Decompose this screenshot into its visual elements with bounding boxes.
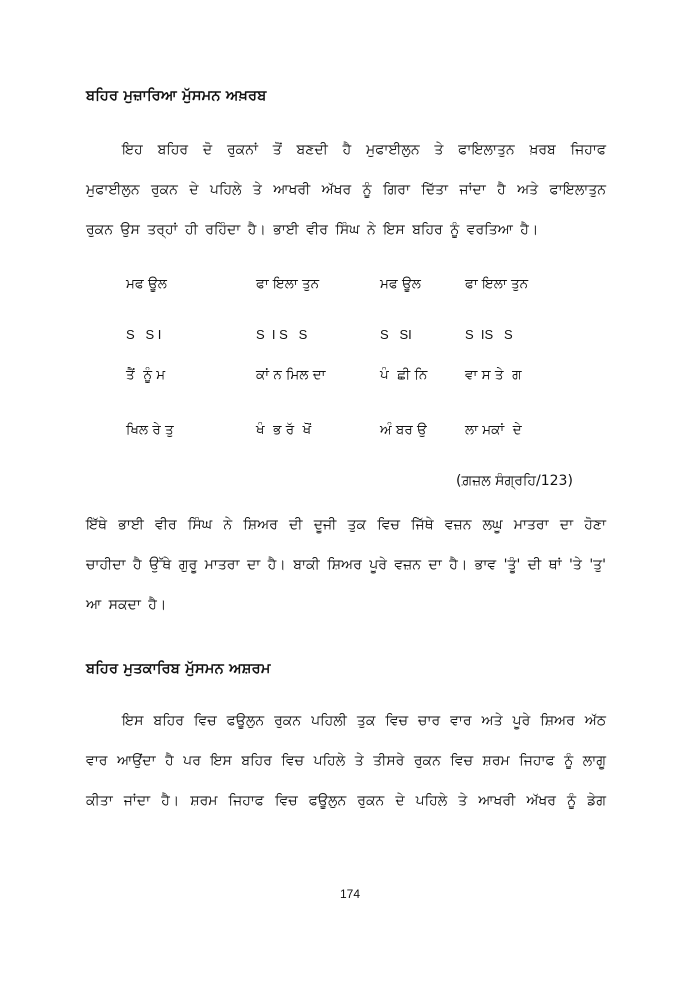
meter-pattern: S IS S (465, 327, 513, 342)
paragraph-line: ਵਾਰ ਆਉਂਦਾ ਹੈ ਪਰ ਇਸ ਬਹਿਰ ਵਿਚ ਪਹਿਲੇ ਤੇ ਤੀਸਰੇ ਰੁਕਨ ਵਿਚ ਸ਼ਰਮ ਜਿਹਾਫ ਨੂੰ ਲਾਗੂ (86, 753, 606, 769)
foot: ਫਾ ਇਲਾ ਤੁਨ (256, 276, 320, 292)
verse-syllables: ਲਾ ਮਕਾਂ ਦੇ (465, 422, 522, 438)
meter-pattern: S SI (380, 327, 412, 342)
note-line: ਆ ਸਕਦਾ ਹੈ। (86, 597, 167, 613)
note-line: ਇੱਥੇ ਭਾਈ ਵੀਰ ਸਿੰਘ ਨੇ ਸ਼ਿਅਰ ਦੀ ਦੂਜੀ ਤੁਕ ਵਿਚ ਜਿੱਥੇ ਵਜ਼ਨ ਲਘੂ ਮਾਤਰਾ ਦਾ ਹੋਣਾ (86, 517, 606, 533)
section-heading-muzaria: ਬਹਿਰ ਮੁਜ਼ਾਰਿਆ ਮੁੱਸਮਨ ਅਖ਼ਰਬ (86, 88, 267, 104)
verse-syllables: ਪੰ ਛੀ ਨਿ (380, 367, 428, 383)
verse-syllables: ਖੰ ਭ ਰੱ ਖੋਂ (256, 422, 312, 438)
paragraph-line: ਮੁਫਾਈਲੁਨ ਰੁਕਨ ਦੇ ਪਹਿਲੇ ਤੇ ਆਖਰੀ ਅੱਖਰ ਨੂੰ ਗਿਰਾ ਦਿੱਤਾ ਜਾਂਦਾ ਹੈ ਅਤੇ ਫਾਇਲਾਤੁਨ (86, 182, 606, 198)
section-heading-mutakarib: ਬਹਿਰ ਮੁਤਕਾਰਿਬ ਮੁੱਸਮਨ ਅਸ਼ਰਮ (86, 661, 271, 677)
scansion-verse-row-2 (0, 422, 700, 442)
verse-syllables: ਤੈਂ ਨੂੰ ਮ (126, 367, 166, 383)
paragraph-line: ਕੀਤਾ ਜਾਂਦਾ ਹੈ। ਸ਼ਰਮ ਜਿਹਾਫ ਵਿਚ ਫਊਲੁਨ ਰੁਕਨ ਦੇ ਪਹਿਲੇ ਤੇ ਆਖਰੀ ਅੱਖਰ ਨੂੰ ਡੇਗ (86, 793, 606, 809)
note-line: ਚਾਹੀਦਾ ਹੈ ਉੱਥੇ ਗੁਰੂ ਮਾਤਰਾ ਦਾ ਹੈ। ਬਾਕੀ ਸ਼ਿਅਰ ਪੂਰੇ ਵਜ਼ਨ ਦਾ ਹੈ। ਭਾਵ 'ਤੂੰ' ਦੀ ਥਾਂ 'ਤੇ 'ਤੁ' (86, 557, 606, 573)
page-number: 174 (339, 887, 361, 901)
citation: (ਗ਼ਜ਼ਲ ਸੰਗ੍ਰਹਿ/123) (456, 473, 573, 489)
scansion-pattern-row (0, 327, 700, 347)
paragraph-line: ਇਸ ਬਹਿਰ ਵਿਚ ਫਊਲੁਨ ਰੁਕਨ ਪਹਿਲੀ ਤੁਕ ਵਿਚ ਚਾਰ ਵਾਰ ਅਤੇ ਪੂਰੇ ਸ਼ਿਅਰ ਅੱਠ (122, 713, 606, 729)
foot: ਮਫ ਊਲ (380, 276, 421, 292)
scansion-feet-row (0, 276, 700, 296)
scansion-verse-row-1 (0, 367, 700, 387)
foot: ਮਫ ਊਲ (126, 276, 167, 292)
meter-pattern: S S I (126, 327, 162, 342)
paragraph-line: ਇਹ ਬਹਿਰ ਦੋ ਰੁਕਨਾਂ ਤੋਂ ਬਣਦੀ ਹੈ ਮੁਫਾਈਲੁਨ ਤੇ ਫਾਇਲਾਤੁਨ ਖ਼ਰਬ ਜਿਹਾਫ (122, 142, 606, 158)
meter-pattern: S I S S (256, 327, 308, 342)
verse-syllables: ਖਿਲ ਰੇ ਤੁ (126, 422, 174, 438)
verse-syllables: ਅੰ ਬਰ ਉ (380, 422, 427, 438)
paragraph-line: ਰੁਕਨ ਉਸ ਤਰ੍ਹਾਂ ਹੀ ਰਹਿੰਦਾ ਹੈ। ਭਾਈ ਵੀਰ ਸਿੰਘ ਨੇ ਇਸ ਬਹਿਰ ਨੂੰ ਵਰਤਿਆ ਹੈ। (86, 222, 539, 238)
verse-syllables: ਵਾ ਸ ਤੇ ਗ (465, 367, 522, 383)
verse-syllables: ਕਾਂ ਨ ਮਿਲ ਦਾ (256, 367, 326, 383)
foot: ਫਾ ਇਲਾ ਤੁਨ (465, 276, 529, 292)
